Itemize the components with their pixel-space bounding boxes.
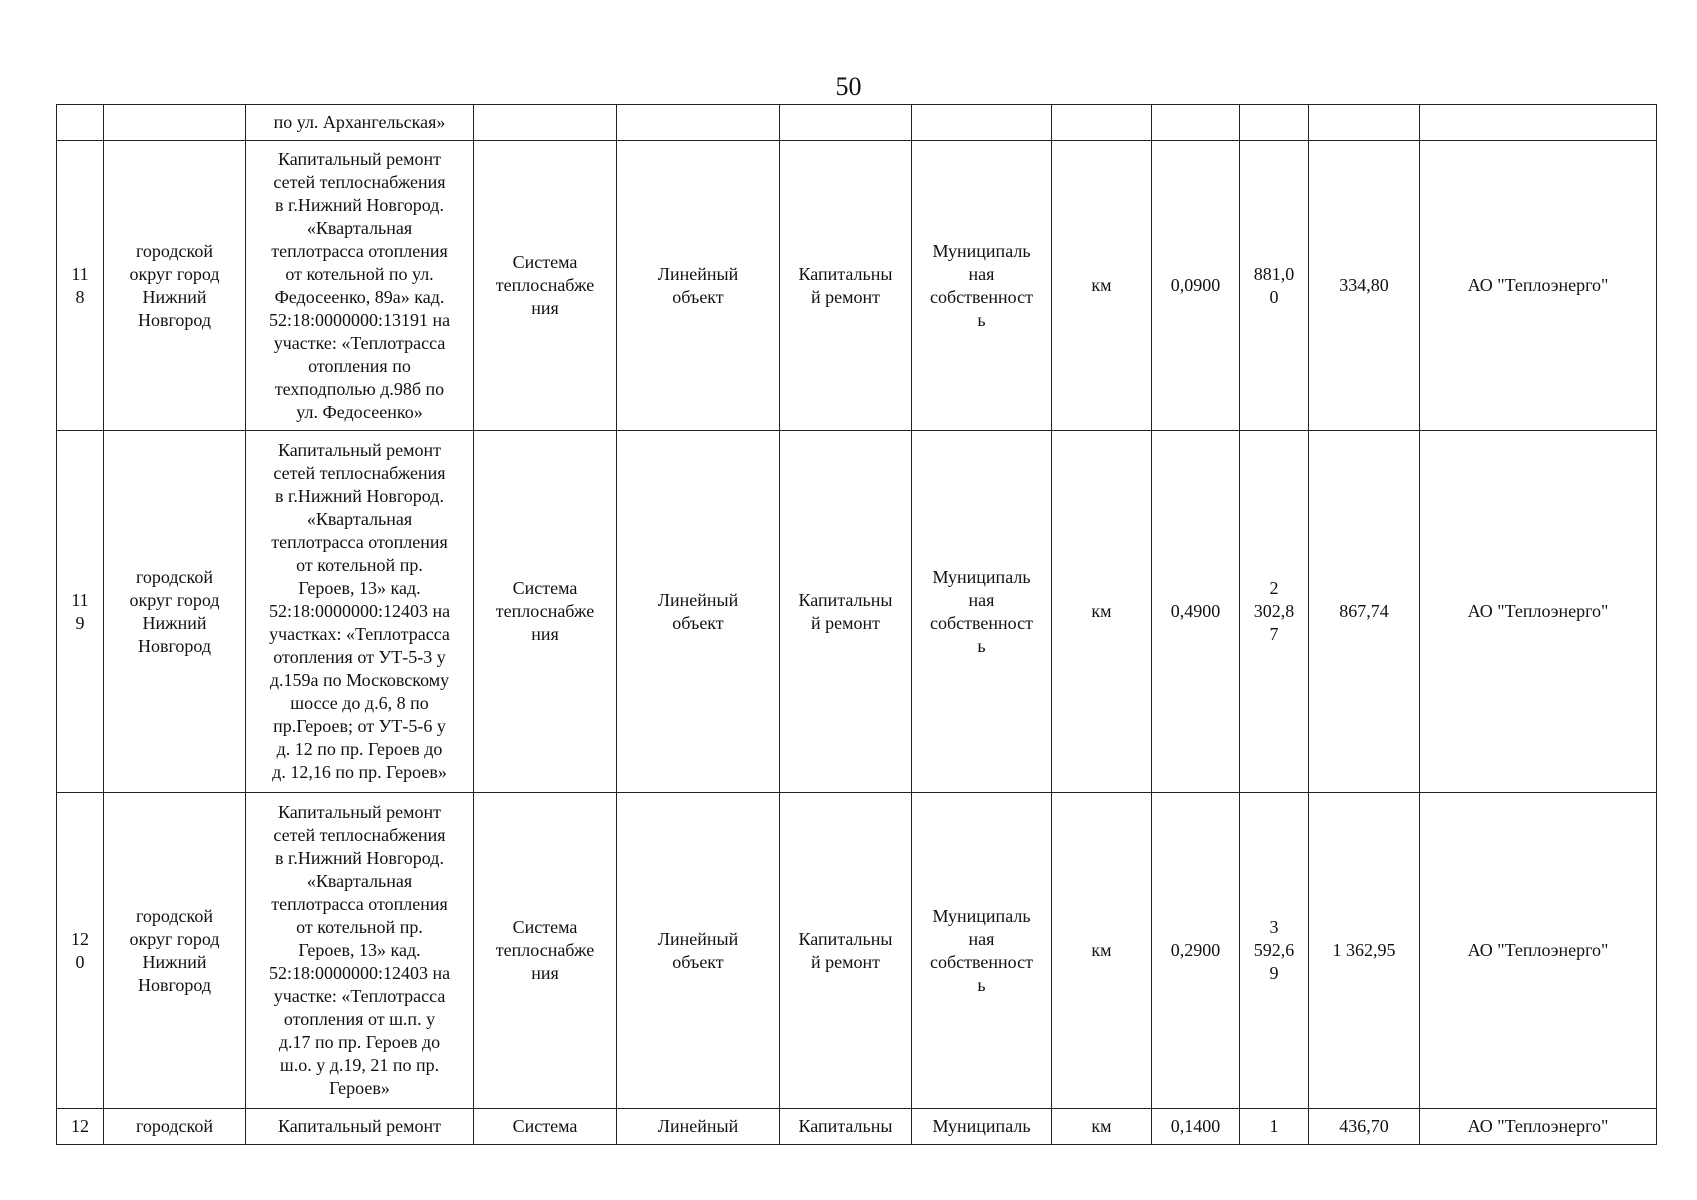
cell-system: Система теплоснабже ния (474, 793, 617, 1109)
cell-name: по ул. Архангельская» (246, 105, 474, 141)
cell-ownership: Муниципаль ная собственност ь (912, 793, 1052, 1109)
cell-system: Система теплоснабже ния (474, 141, 617, 431)
cell-num: 12 (57, 1109, 104, 1145)
cell-num: 11 8 (57, 141, 104, 431)
cell-object-type: Линейный объект (617, 793, 780, 1109)
cell-organization: АО "Теплоэнерго" (1420, 141, 1657, 431)
cell-num (57, 105, 104, 141)
cell-work-type: Капитальны й ремонт (780, 793, 912, 1109)
cell-name: Капитальный ремонт (246, 1109, 474, 1145)
cell-ownership (912, 105, 1052, 141)
cell-length: 0,1400 (1152, 1109, 1240, 1145)
cell-municipality (104, 105, 246, 141)
cell-value (1309, 105, 1420, 141)
page-number: 50 (835, 72, 862, 101)
table-row (57, 141, 1657, 431)
cell-ownership: Муниципаль ная собственност ь (912, 431, 1052, 793)
cell-organization: АО "Теплоэнерго" (1420, 431, 1657, 793)
cell-object-type: Линейный объект (617, 431, 780, 793)
cell-municipality: городской (104, 1109, 246, 1145)
cell-system: Система (474, 1109, 617, 1145)
cell-length: 0,4900 (1152, 431, 1240, 793)
cell-ownership: Муниципаль (912, 1109, 1052, 1145)
cell-length: 0,2900 (1152, 793, 1240, 1109)
cell-work-type (780, 105, 912, 141)
cell-object-type (617, 105, 780, 141)
cell-length (1152, 105, 1240, 141)
cell-cost (1240, 105, 1309, 141)
cell-system: Система теплоснабже ния (474, 431, 617, 793)
cell-unit (1052, 105, 1152, 141)
cell-num: 12 0 (57, 793, 104, 1109)
cell-cost: 3 592,6 9 (1240, 793, 1309, 1109)
cell-cost: 881,0 0 (1240, 141, 1309, 431)
cell-unit: км (1052, 1109, 1152, 1145)
cell-name: Капитальный ремонт сетей теплоснабжения в г.Нижний Новгород. «Квартальная теплотрасса отопления от котельной пр. Героев, 13» кад. 52:18:0000000:12403 на участке: «Теплотрасса отопления от ш.п. у д.17 по пр. Героев до ш.о. у д.19, 21 по пр. Героев» (246, 793, 474, 1109)
cell-unit: км (1052, 141, 1152, 431)
cell-organization: АО "Теплоэнерго" (1420, 793, 1657, 1109)
cell-work-type: Капитальны (780, 1109, 912, 1145)
cell-unit: км (1052, 793, 1152, 1109)
cell-municipality: городской округ город Нижний Новгород (104, 141, 246, 431)
cell-ownership: Муниципаль ная собственност ь (912, 141, 1052, 431)
cell-value: 1 362,95 (1309, 793, 1420, 1109)
cell-length: 0,0900 (1152, 141, 1240, 431)
cell-name: Капитальный ремонт сетей теплоснабжения в г.Нижний Новгород. «Квартальная теплотрасса отопления от котельной по ул. Федосеенко, 89а» кад. 52:18:0000000:13191 на участке: «Теплотрасса отопления по техподполью д.98б по ул. Федосеенко» (246, 141, 474, 431)
cell-cost: 2 302,8 7 (1240, 431, 1309, 793)
cell-system (474, 105, 617, 141)
cell-name: Капитальный ремонт сетей теплоснабжения в г.Нижний Новгород. «Квартальная теплотрасса отопления от котельной пр. Героев, 13» кад. 52:18:0000000:12403 на участках: «Теплотрасса отопления от УТ-5-3 у д.159а по Московскому шоссе до д.6, 8 по пр.Героев; от УТ-5-6 у д. 12 по пр. Героев до д. 12,16 по пр. Героев» (246, 431, 474, 793)
cell-organization: АО "Теплоэнерго" (1420, 1109, 1657, 1145)
cell-unit: км (1052, 431, 1152, 793)
table-row (57, 431, 1657, 793)
cell-value: 867,74 (1309, 431, 1420, 793)
cell-num: 11 9 (57, 431, 104, 793)
cell-object-type: Линейный объект (617, 141, 780, 431)
cell-municipality: городской округ город Нижний Новгород (104, 793, 246, 1109)
infrastructure-table (56, 104, 1657, 1145)
table-row (57, 105, 1657, 141)
cell-cost: 1 (1240, 1109, 1309, 1145)
cell-work-type: Капитальны й ремонт (780, 431, 912, 793)
cell-value: 436,70 (1309, 1109, 1420, 1145)
cell-value: 334,80 (1309, 141, 1420, 431)
table-row (57, 1109, 1657, 1145)
cell-municipality: городской округ город Нижний Новгород (104, 431, 246, 793)
cell-object-type: Линейный (617, 1109, 780, 1145)
cell-organization (1420, 105, 1657, 141)
cell-work-type: Капитальны й ремонт (780, 141, 912, 431)
table-row (57, 793, 1657, 1109)
